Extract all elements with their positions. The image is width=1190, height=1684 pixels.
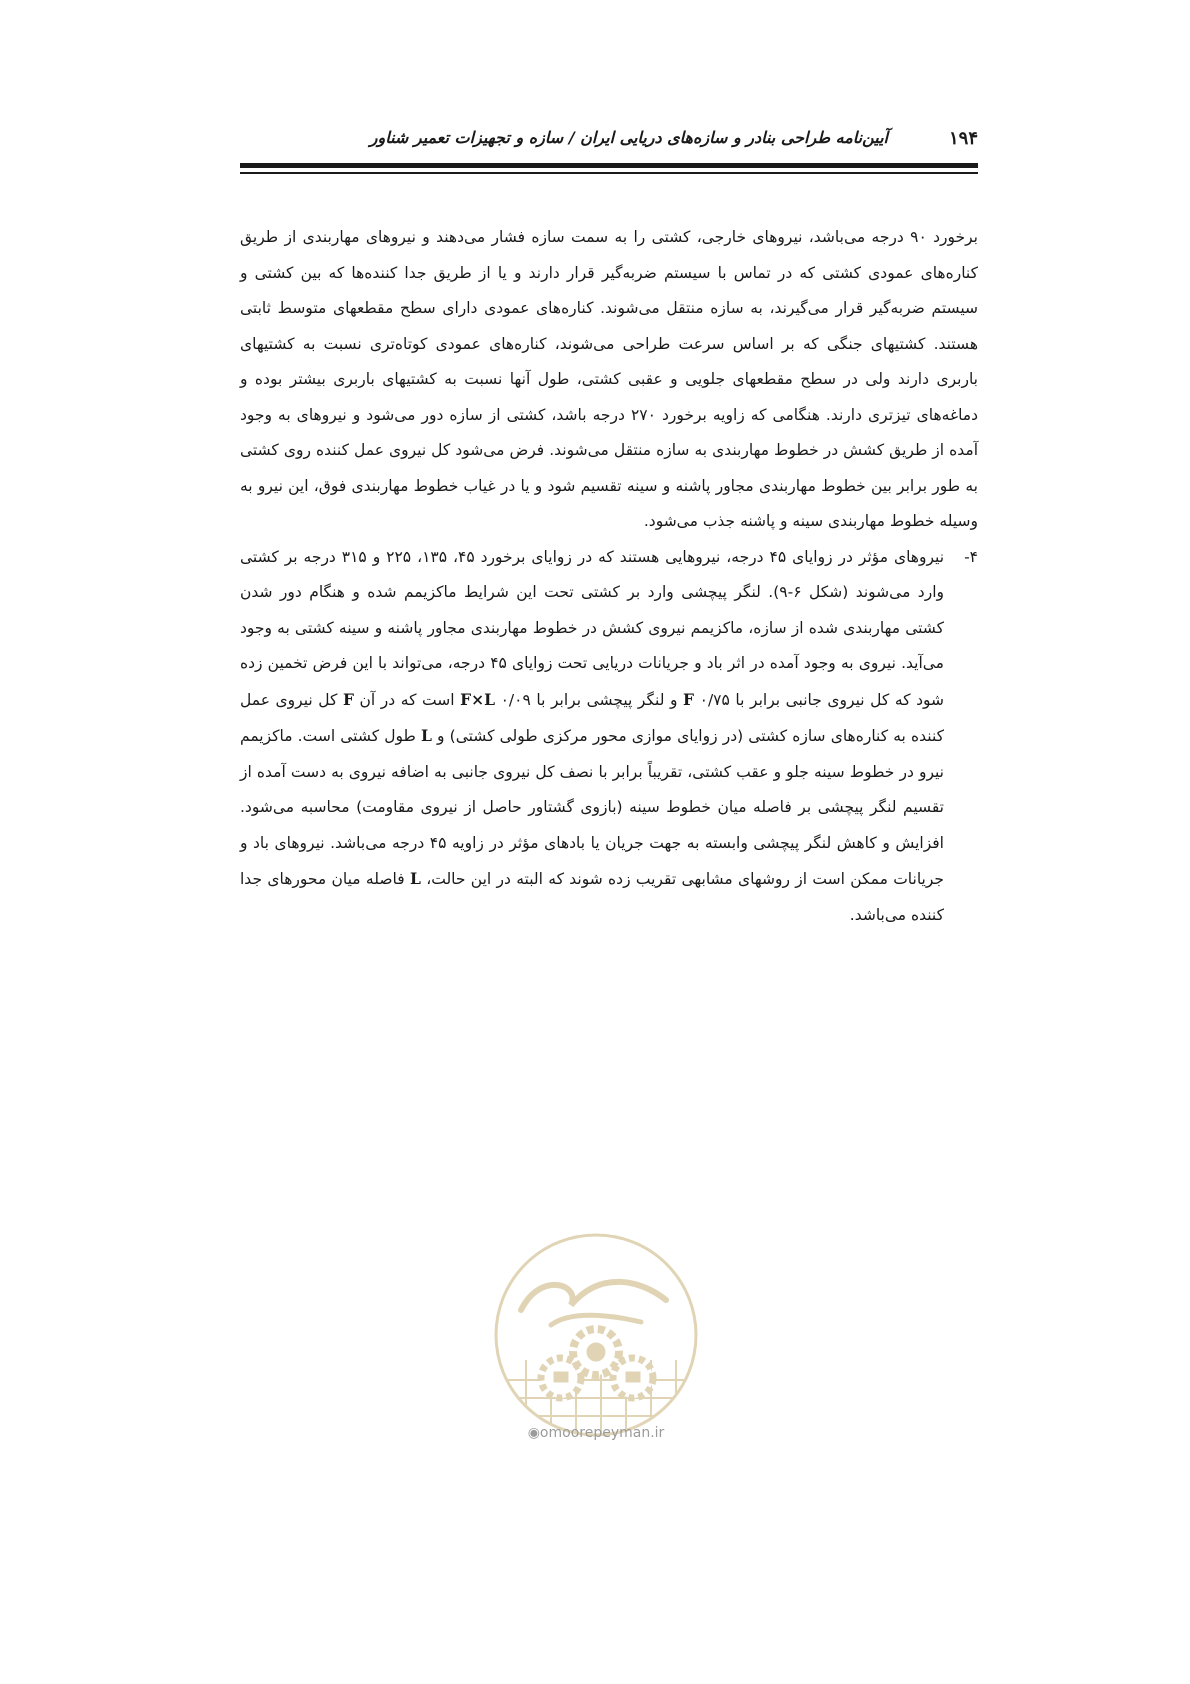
header-rule-thick (240, 163, 978, 168)
watermark-url-icon: ◉ (527, 1425, 540, 1441)
header-title: آیین‌نامه طراحی بنادر و سازه‌های دریایی ایران / سازه و تجهیزات تعمیر شناور (369, 128, 888, 147)
running-header (240, 128, 978, 158)
symbol-l: L (409, 869, 421, 888)
item-text: ۰/۷۵ و لنگر پیچشی برابر با (530, 690, 730, 709)
symbol-fxl: F×L (460, 689, 496, 709)
watermark-url-text: omoorepeyman.ir (539, 1425, 665, 1441)
item-text: فاصله میان محورهای جدا کننده می‌باشد. (240, 870, 944, 924)
list-item-number: ۴- (964, 547, 978, 566)
item-text: کل نیروی عمل کننده به کناره‌های سازه کشتی (در زوایای موازی محور مرکزی طولی کشتی) و (240, 690, 944, 745)
watermark-logo (493, 1488, 699, 1588)
item-text: طول کشتی است. ماکزیمم نیرو در خطوط سینه جلو و عقب کشتی، تقریباً برابر با نصف کل نیروی جانبی به اضافه نیروی به دست آمده از تقسیم لنگر پیچشی بر فاصله میان خطوط سینه (بازوی گشتاور حاصل از نیروی مقاومت) محاسبه می‌شود. افزایش و کاهش لنگر پیچشی وابسته به جهت جریان یا بادهای مؤثر در زاویه ۴۵ درجه می‌باشد. نیروهای باد و جریانات ممکن است از روشهای مشابهی تقریب زده شوند که البته در این حالت، (240, 727, 944, 888)
page-number: ۱۹۴ (948, 128, 978, 149)
symbol-f: F (342, 689, 354, 709)
paragraph-continuation: برخورد ۹۰ درجه می‌باشد، نیروهای خارجی، کشتی را به سمت سازه فشار می‌دهند و نیروهای مهاربندی از طریق کناره‌های عمودی کشتی که در تماس با سیستم ضربه‌گیر قرار دارند و یا از طریق جدا کننده‌ها که بین کشتی و سیستم ضربه‌گیر قرار می‌گیرند، به سازه منتقل می‌شوند. کناره‌های عمودی دارای سطح مقطعهای متوسط ثابتی هستند. کشتیهای جنگی که بر اساس سرعت طراحی می‌شوند، کناره‌های عمودی کوتاه‌تری نسبت به کشتیهای باربری دارند ولی در سطح مقطعهای جلویی و عقبی کشتی، طول آنها نسبت به کشتیهای باربری بیشتر بوده و دماغه‌های تیزتری دارند. هنگامی که زاویه برخورد ۲۷۰ درجه باشد، کشتی از سازه دور می‌شود و نیروهای به وجود آمده از طریق کشش در خطوط مهاربندی به سازه منتقل می‌شوند. فرض می‌شود کل نیروی عمل کننده روی کشتی به طور برابر بین خطوط مهاربندی مجاور پاشنه و سینه تقسیم شود و یا در غیاب خطوط مهاربندی فوق، این نیرو به وسیله خطوط مهاربندی سینه و پاشنه جذب می‌شود. (240, 228, 979, 530)
item-text: ۰/۰۹ است که در آن (353, 690, 531, 709)
watermark-emblem (491, 1230, 701, 1440)
list-item-4 (240, 540, 978, 934)
symbol-l: L (420, 726, 432, 745)
watermark-url (478, 1425, 714, 1441)
header-rule-thin (240, 172, 978, 174)
item-text: نیروهای مؤثر در زوایای ۴۵ درجه، نیروهایی هستند که در زوایای برخورد ۴۵، ۱۳۵، ۲۲۵ و ۳۱۵ درجه بر کشتی وارد می‌شوند (شکل ۶-۹). لنگر پیچشی وارد بر کشتی تحت این شرایط ماکزیمم شده و هنگام دور شدن کشتی مهاربندی شده از سازه، ماکزیمم نیروی کشش در خطوط مهاربندی مجاور پاشنه و سینه کشتی به وجود می‌آید. نیروی به وجود آمده در اثر باد و جریانات دریایی تحت زوایای ۴۵ درجه، می‌تواند با این فرض تخمین زده شود که کل نیروی جانبی برابر با (240, 547, 945, 709)
symbol-f: F (683, 689, 695, 709)
body-text (240, 220, 978, 933)
